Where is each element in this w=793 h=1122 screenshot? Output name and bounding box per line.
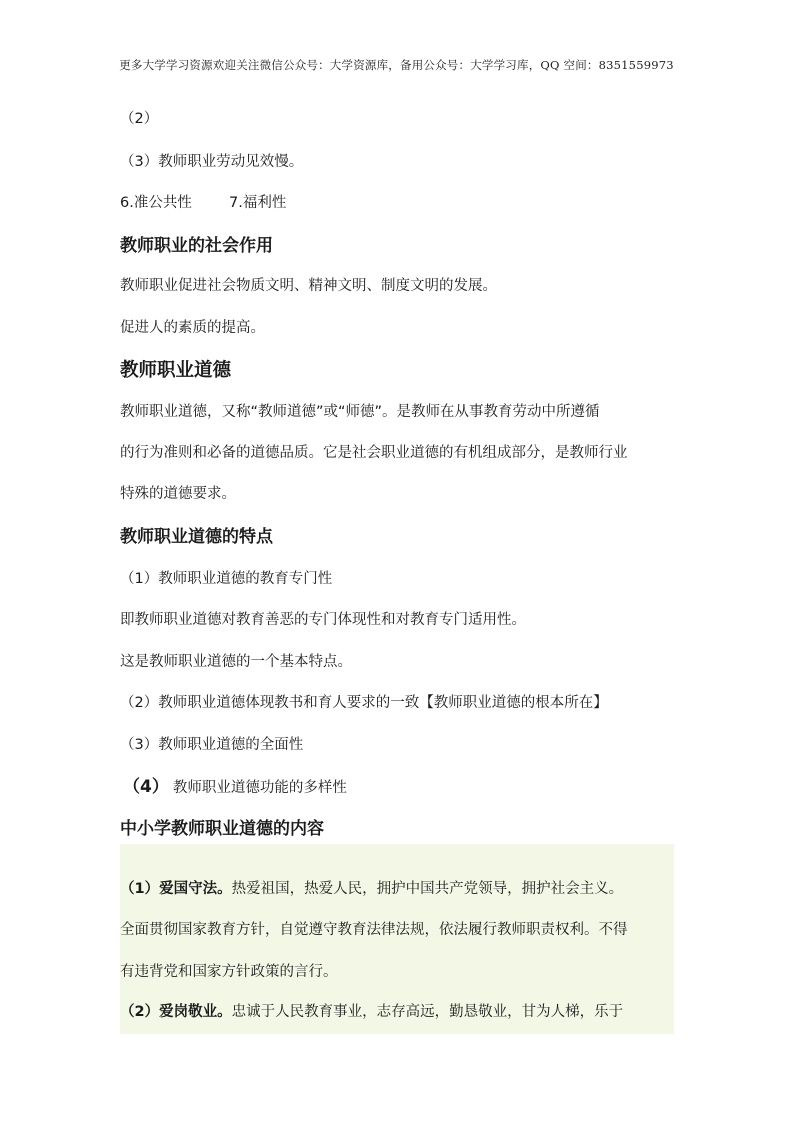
feature-item-1-note: 这是教师职业道德的一个基本特点。 <box>120 654 352 670</box>
feature-item-4-text: 教师职业道德功能的多样性 <box>172 780 347 796</box>
paragraph-quality: 促进人的素质的提高。 <box>120 320 265 336</box>
feature-item-1: （1）教师职业道德的教育专门性 <box>120 571 333 587</box>
item-2-empty: （2） <box>120 111 159 127</box>
definition-line-2: 的行为准则和必备的道德品质。它是社会职业道德的有机组成部分，是教师行业 <box>120 445 628 461</box>
definition-line-3: 特殊的道德要求。 <box>120 486 236 502</box>
heading-ethics-features: 教师职业道德的特点 <box>120 527 273 547</box>
content-item-2-line-1 <box>120 1000 623 1021</box>
heading-social-role: 教师职业的社会作用 <box>120 236 273 256</box>
heading-ethics-content: 中小学教师职业道德的内容 <box>120 819 324 839</box>
item-3-slow-effect: （3）教师职业劳动见效慢。 <box>120 154 304 170</box>
content-item-2-title: （2）爱岗敬业。 <box>120 1004 232 1020</box>
feature-item-4 <box>123 772 347 797</box>
feature-7: 7.福利性 <box>229 195 287 211</box>
feature-item-2: （2）教师职业道德体现教书和育人要求的一致【教师职业道德的根本所在】 <box>120 695 608 711</box>
definition-line-1: 教师职业道德，又称“教师道德”或“师德”。是教师在从事教育劳动中所遵循 <box>120 404 600 420</box>
content-item-1-line-3: 有违背党和国家方针政策的言行。 <box>120 964 338 980</box>
paragraph-civilization: 教师职业促进社会物质文明、精神文明、制度文明的发展。 <box>120 278 497 294</box>
feature-6: 6.准公共性 <box>120 195 192 211</box>
content-item-1-line-2: 全面贯彻国家教育方针，自觉遵守教育法律法规，依法履行教师职责权利。不得 <box>120 922 628 938</box>
content-item-1-text: 热爱祖国，热爱人民，拥护中国共产党领导，拥护社会主义。 <box>231 881 624 897</box>
content-item-1-line-1 <box>120 877 623 898</box>
content-item-2-text: 忠诚于人民教育事业，志存高远，勤恳敬业，甘为人梯，乐于 <box>231 1004 624 1020</box>
feature-item-4-number: （4） <box>123 777 169 797</box>
page-header: 更多大学学习资源欢迎关注微信公众号：大学资源库，备用公众号：大学学习库，QQ 空间：8351559973 <box>119 58 674 72</box>
content-item-1-title: （1）爱国守法。 <box>120 881 232 897</box>
feature-item-3: （3）教师职业道德的全面性 <box>120 737 304 753</box>
heading-teacher-ethics: 教师职业道德 <box>120 360 232 381</box>
feature-item-1-explain: 即教师职业道德对教育善恶的专门体现性和对教育专门适用性。 <box>120 612 526 628</box>
